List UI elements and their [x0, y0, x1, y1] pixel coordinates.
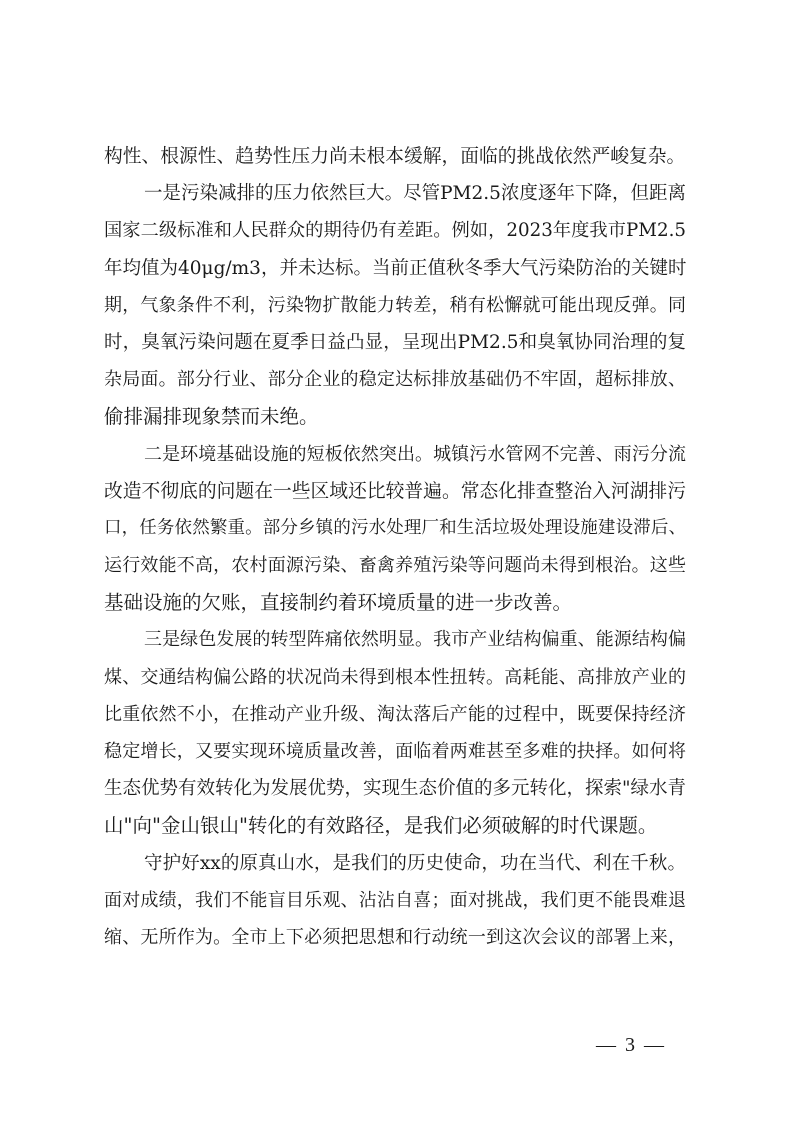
text-line: 比重依然不小，在推动产业升级、淘汰落后产能的过程中，既要保持经济: [104, 703, 686, 725]
paragraph-first-line: 二是环境基础设施的短板依然突出。城镇污水管网不完善、雨污分流: [144, 443, 686, 465]
text-line: 杂局面。部分行业、部分企业的稳定达标排放基础仍不牢固，超标排放、: [104, 369, 686, 391]
text-line: 偷排漏排现象禁而未绝。: [104, 405, 319, 429]
text-line: 口，任务依然繁重。部分乡镇的污水处理厂和生活垃圾处理设施建设滞后、: [104, 517, 686, 538]
text-line: 构性、根源性、趋势性压力尚未根本缓解，面临的挑战依然严峻复杂。: [104, 146, 686, 167]
text-line: 煤、交通结构偏公路的状况尚未得到根本性扭转。高耗能、高排放产业的: [104, 666, 686, 688]
text-line: 生态优势有效转化为发展优势，实现生态价值的多元转化，探索"绿水青: [104, 778, 687, 800]
paragraph-first-line: 一是污染减排的压力依然巨大。尽管PM2.5浓度逐年下降，但距离: [144, 183, 686, 205]
text-line: 面对成绩，我们不能盲目乐观、沾沾自喜；面对挑战，我们更不能畏难退: [104, 889, 686, 911]
paragraph-first-line: 三是绿色发展的转型阵痛依然明显。我市产业结构偏重、能源结构偏: [144, 629, 686, 651]
text-line: 运行效能不高，农村面源污染、畜禽养殖污染等问题尚未得到根治。这些: [104, 555, 686, 577]
text-line: 稳定增长，又要实现环境质量改善，面临着两难甚至多难的抉择。如何将: [104, 741, 686, 762]
text-line: 基础设施的欠账，直接制约着环境质量的进一步改善。: [104, 591, 573, 615]
text-line: 期，气象条件不利，污染物扩散能力转差，稍有松懈就可能出现反弹。同: [104, 294, 686, 316]
text-line: 改造不彻底的问题在一些区域还比较普遍。常态化排查整治入河湖排污: [104, 480, 686, 502]
document-body: [104, 138, 686, 956]
text-line: 年均值为40μg/m3，并未达标。当前正值秋冬季大气污染防治的关键时: [104, 257, 687, 279]
text-line: 山"向"金山银山"转化的有效路径，是我们必须破解的时代课题。: [104, 814, 658, 838]
page-number: — 3 —: [596, 1034, 666, 1056]
text-line: 缩、无所作为。全市上下必须把思想和行动统一到这次会议的部署上来，: [104, 926, 686, 948]
text-line: 国家二级标准和人民群众的期待仍有差距。例如，2023年度我市PM2.5: [104, 220, 686, 242]
text-line: 时，臭氧污染问题在夏季日益凸显，呈现出PM2.5和臭氧协同治理的复: [104, 331, 686, 353]
paragraph-first-line: 守护好xx的原真山水，是我们的历史使命，功在当代、利在千秋。: [144, 852, 686, 874]
